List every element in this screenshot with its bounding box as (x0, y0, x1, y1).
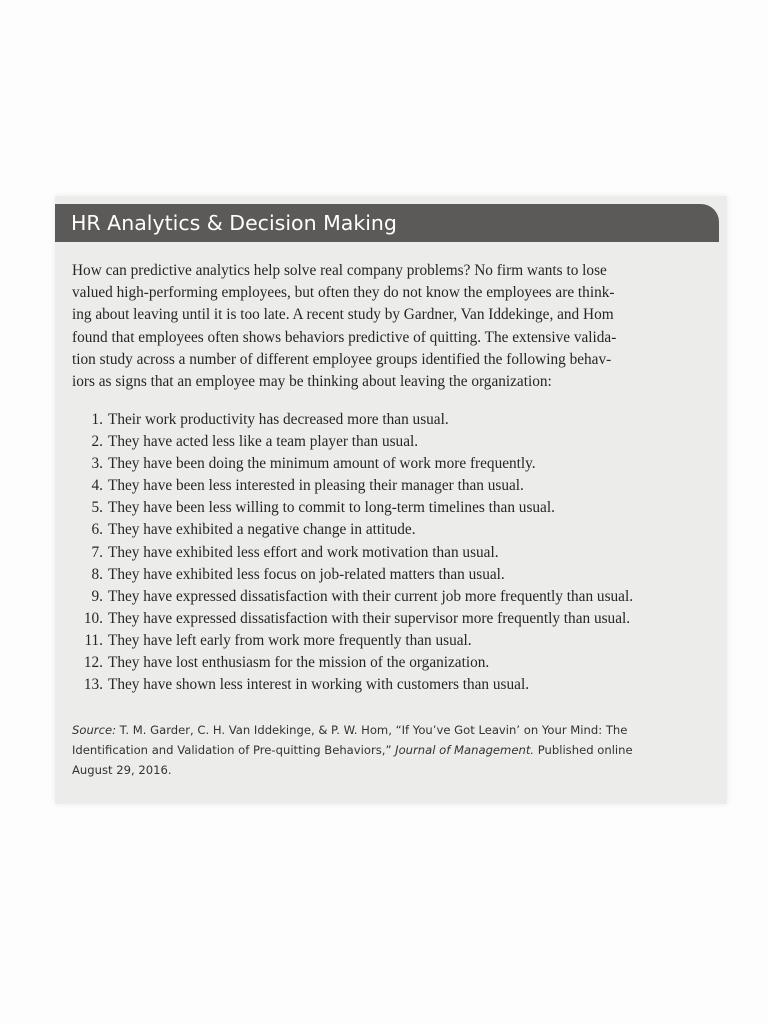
item-number: 6. (91, 521, 103, 539)
source-journal: Journal of Management. (395, 743, 535, 757)
sidebar-box (55, 196, 727, 804)
intro-line: iors as signs that an employee may be thinking about leaving the organization: (72, 373, 552, 391)
item-text: They have exhibited less effort and work motivation than usual. (108, 543, 499, 561)
item-text: They have exhibited a negative change in attitude. (108, 521, 416, 539)
item-text: Their work productivity has decreased more than usual. (108, 411, 449, 428)
source-published: Published online (534, 743, 633, 757)
intro-paragraph (72, 260, 722, 393)
list-item (75, 630, 633, 652)
source-authors: T. M. Garder, C. H. Van Iddekinge, & P. W. Hom, “If You’ve Got Leavin’ on Your Mind: The (115, 723, 628, 737)
item-number: 10. (83, 609, 103, 627)
list-item (75, 497, 633, 519)
list-item (75, 674, 633, 696)
item-number: 8. (91, 565, 103, 583)
item-number: 12. (83, 654, 103, 672)
intro-line: valued high-performing employees, but often they do not know the employees are think- (72, 284, 615, 302)
item-number: 7. (91, 543, 103, 561)
list-item (75, 519, 633, 541)
list-item (75, 586, 633, 608)
item-text: They have left early from work more frequently than usual. (108, 631, 472, 649)
item-number: 13. (83, 676, 103, 694)
item-text: They have exhibited less focus on job-related matters than usual. (108, 565, 505, 583)
item-number: 1. (91, 411, 103, 428)
item-text: They have shown less interest in working with customers than usual. (108, 676, 530, 694)
intro-line: tion study across a number of different employee groups identified the following behav- (72, 350, 612, 368)
box-header (55, 204, 719, 242)
box-title: HR Analytics & Decision Making (71, 211, 397, 235)
list-item (75, 431, 633, 453)
source-article: Identification and Validation of Pre-quitting Behaviors,” (72, 743, 396, 757)
item-number: 4. (91, 477, 103, 495)
list-item (75, 453, 633, 475)
intro-line: How can predictive analytics help solve real company problems? No firm wants to lose (72, 262, 607, 279)
source-date: August 29, 2016. (72, 763, 172, 777)
list-item (75, 564, 633, 586)
item-text: They have been doing the minimum amount of work more frequently. (108, 455, 536, 473)
list-item (75, 409, 633, 431)
source-citation (72, 720, 722, 780)
list-item (75, 475, 633, 497)
item-text: They have been less willing to commit to long-term timelines than usual. (108, 499, 555, 517)
item-text: They have been less interested in pleasing their manager than usual. (108, 477, 524, 495)
item-text: They have acted less like a team player than usual. (108, 433, 419, 451)
source-label: Source: (72, 723, 116, 737)
list-item (75, 608, 633, 630)
intro-line: found that employees often shows behaviors predictive of quitting. The extensive valida- (72, 328, 617, 346)
source-line (72, 720, 722, 740)
source-line (72, 740, 722, 760)
item-text: They have lost enthusiasm for the mission of the organization. (108, 654, 490, 672)
item-number: 11. (84, 631, 103, 649)
item-number: 9. (91, 587, 103, 605)
list-item (75, 542, 633, 564)
behavior-list (75, 409, 633, 696)
intro-line: ing about leaving until it is too late. A recent study by Gardner, Van Iddekinge, and Hom (72, 306, 614, 324)
item-text: They have expressed dissatisfaction with their supervisor more frequently than usual. (108, 609, 631, 627)
item-number: 5. (91, 499, 103, 517)
item-text: They have expressed dissatisfaction with their current job more frequently than usual. (108, 587, 634, 605)
list-item (75, 652, 633, 674)
item-number: 3. (91, 455, 103, 473)
item-number: 2. (91, 433, 103, 451)
